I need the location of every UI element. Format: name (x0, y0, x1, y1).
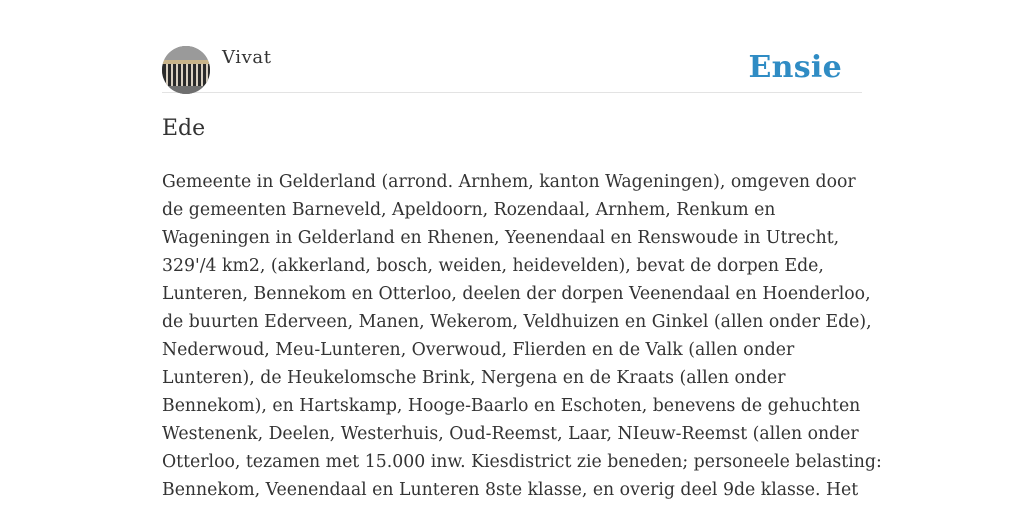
body-line: 329'/4 km2, (akkerland, bosch, weiden, heidevelden), bevat de dorpen Ede, (162, 256, 824, 276)
body-line: Westenenk, Deelen, Westerhuis, Oud-Reemst, Laar, NIeuw-Reemst (allen onder (162, 424, 859, 444)
author-name[interactable]: Vivat (222, 47, 272, 68)
body-line: Wageningen in Gelderland en Rhenen, Yeenendaal en Renswoude in Utrecht, (162, 228, 840, 248)
body-line: Bennekom), en Hartskamp, Hooge-Baarlo en Eschoten, benevens de gehuchten (162, 396, 861, 416)
body-line: Gemeente in Gelderland (arrond. Arnhem, kanton Wageningen), omgeven door (162, 172, 856, 192)
body-line: Bennekom, Veenendaal en Lunteren 8ste klasse, en overig deel 9de klasse. Het (162, 480, 859, 500)
body-line: de gemeenten Barneveld, Apeldoorn, Rozendaal, Arnhem, Renkum en (162, 200, 776, 220)
body-line: Nederwoud, Meu-Lunteren, Overwoud, Flierden en de Valk (allen onder (162, 340, 795, 360)
body-line: Lunteren, Bennekom en Otterloo, deelen der dorpen Veenendaal en Hoenderloo, (162, 284, 871, 304)
body-line: de buurten Ederveen, Manen, Wekerom, Veldhuizen en Ginkel (allen onder Ede), (162, 312, 872, 332)
site-header (162, 46, 862, 93)
body-line: Lunteren), de Heukelomsche Brink, Nergena en de Kraats (allen onder (162, 368, 786, 388)
author-avatar[interactable] (162, 46, 210, 94)
site-logo[interactable]: Ensie (748, 50, 842, 85)
page-title: Ede (162, 116, 206, 141)
avatar-image (162, 46, 210, 94)
body-line: Otterloo, tezamen met 15.000 inw. Kiesdistrict zie beneden; personeele belasting: (162, 452, 882, 472)
article-body (162, 168, 882, 504)
